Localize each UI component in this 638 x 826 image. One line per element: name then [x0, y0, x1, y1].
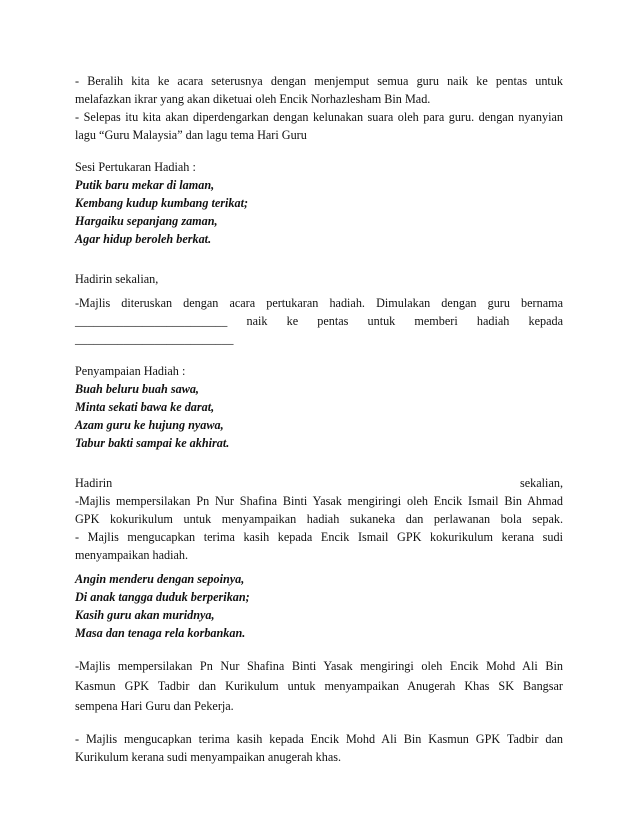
- section-majlis-anugerah: [75, 656, 563, 716]
- pantun-line: Buah beluru buah sawa,: [75, 382, 199, 396]
- paragraph-line: lagu “Guru Malaysia” dan lagu tema Hari Guru: [75, 128, 307, 142]
- greeting-left: Hadirin: [75, 476, 113, 490]
- greeting-hadirin-2: [75, 474, 563, 492]
- paragraph-line: - Majlis mengucapkan terima kasih kepada Encik Ismail GPK kokurikulum kerana sudi: [75, 530, 563, 544]
- pantun-line: Hargaiku sepanjang zaman,: [75, 214, 218, 228]
- paragraph-line: menyampaikan hadiah.: [75, 548, 189, 562]
- paragraph-line: GPK kokurikulum untuk menyampaikan hadiah sukaneka dan perlawanan bola sepak.: [75, 512, 563, 526]
- pantun-line: Angin menderu dengan sepoinya,: [75, 572, 245, 586]
- paragraph-line: __________________________: [75, 332, 234, 346]
- section-majlis-pertukaran: [75, 294, 563, 348]
- paragraph-line: melafazkan ikrar yang akan diketuai oleh Encik Norhazlesham Bin Mad.: [75, 92, 431, 106]
- section-heading: Penyampaian Hadiah :: [75, 364, 186, 378]
- greeting-right: sekalian,: [520, 476, 563, 490]
- greeting-hadirin: Hadirin sekalian,: [75, 272, 159, 286]
- section-majlis-sukaneka: [75, 492, 563, 564]
- section-heading: Sesi Pertukaran Hadiah :: [75, 160, 196, 174]
- pantun-line: Minta sekati bawa ke darat,: [75, 400, 215, 414]
- paragraph-line: sempena Hari Guru dan Pekerja.: [75, 699, 234, 713]
- section-penyampaian-hadiah: [75, 362, 563, 452]
- pantun-line: Kembang kudup kumbang terikat;: [75, 196, 249, 210]
- section-sesi-pertukaran: [75, 158, 563, 248]
- paragraph-line: _________________________ naik ke pentas untuk memberi hadiah kepada: [75, 314, 563, 328]
- paragraph-line: - Beralih kita ke acara seterusnya dengan menjemput semua guru naik ke pentas untuk: [75, 74, 563, 88]
- paragraph-line: Kurikulum kerana sudi menyampaikan anugerah khas.: [75, 750, 342, 764]
- paragraph-line: -Majlis mempersilakan Pn Nur Shafina Binti Yasak mengiringi oleh Encik Mohd Ali Bin: [75, 659, 563, 673]
- pantun-line: Kasih guru akan muridnya,: [75, 608, 215, 622]
- section-majlis-terima-kasih: [75, 730, 563, 766]
- pantun-line: Putik baru mekar di laman,: [75, 178, 215, 192]
- pantun-line: Azam guru ke hujung nyawa,: [75, 418, 224, 432]
- paragraph-line: Kasmun GPK Tadbir dan Kurikulum untuk menyampaikan Anugerah Khas SK Bangsar: [75, 679, 563, 693]
- paragraph-line: -Majlis diteruskan dengan acara pertukaran hadiah. Dimulakan dengan guru bernama: [75, 296, 563, 310]
- section-pantun-guru: [75, 570, 563, 642]
- section-ikrar: [75, 72, 563, 144]
- pantun-line: Di anak tangga duduk berperikan;: [75, 590, 250, 604]
- paragraph-line: -Majlis mempersilakan Pn Nur Shafina Binti Yasak mengiringi oleh Encik Ismail Bin Ahmad: [75, 494, 563, 508]
- document-page: [75, 72, 563, 766]
- pantun-line: Tabur bakti sampai ke akhirat.: [75, 436, 230, 450]
- paragraph-line: - Selepas itu kita akan diperdengarkan dengan kelunakan suara oleh para guru. dengan nyanyian: [75, 110, 563, 124]
- pantun-line: Agar hidup beroleh berkat.: [75, 232, 212, 246]
- paragraph-line: - Majlis mengucapkan terima kasih kepada Encik Mohd Ali Bin Kasmun GPK Tadbir dan: [75, 732, 563, 746]
- pantun-line: Masa dan tenaga rela korbankan.: [75, 626, 246, 640]
